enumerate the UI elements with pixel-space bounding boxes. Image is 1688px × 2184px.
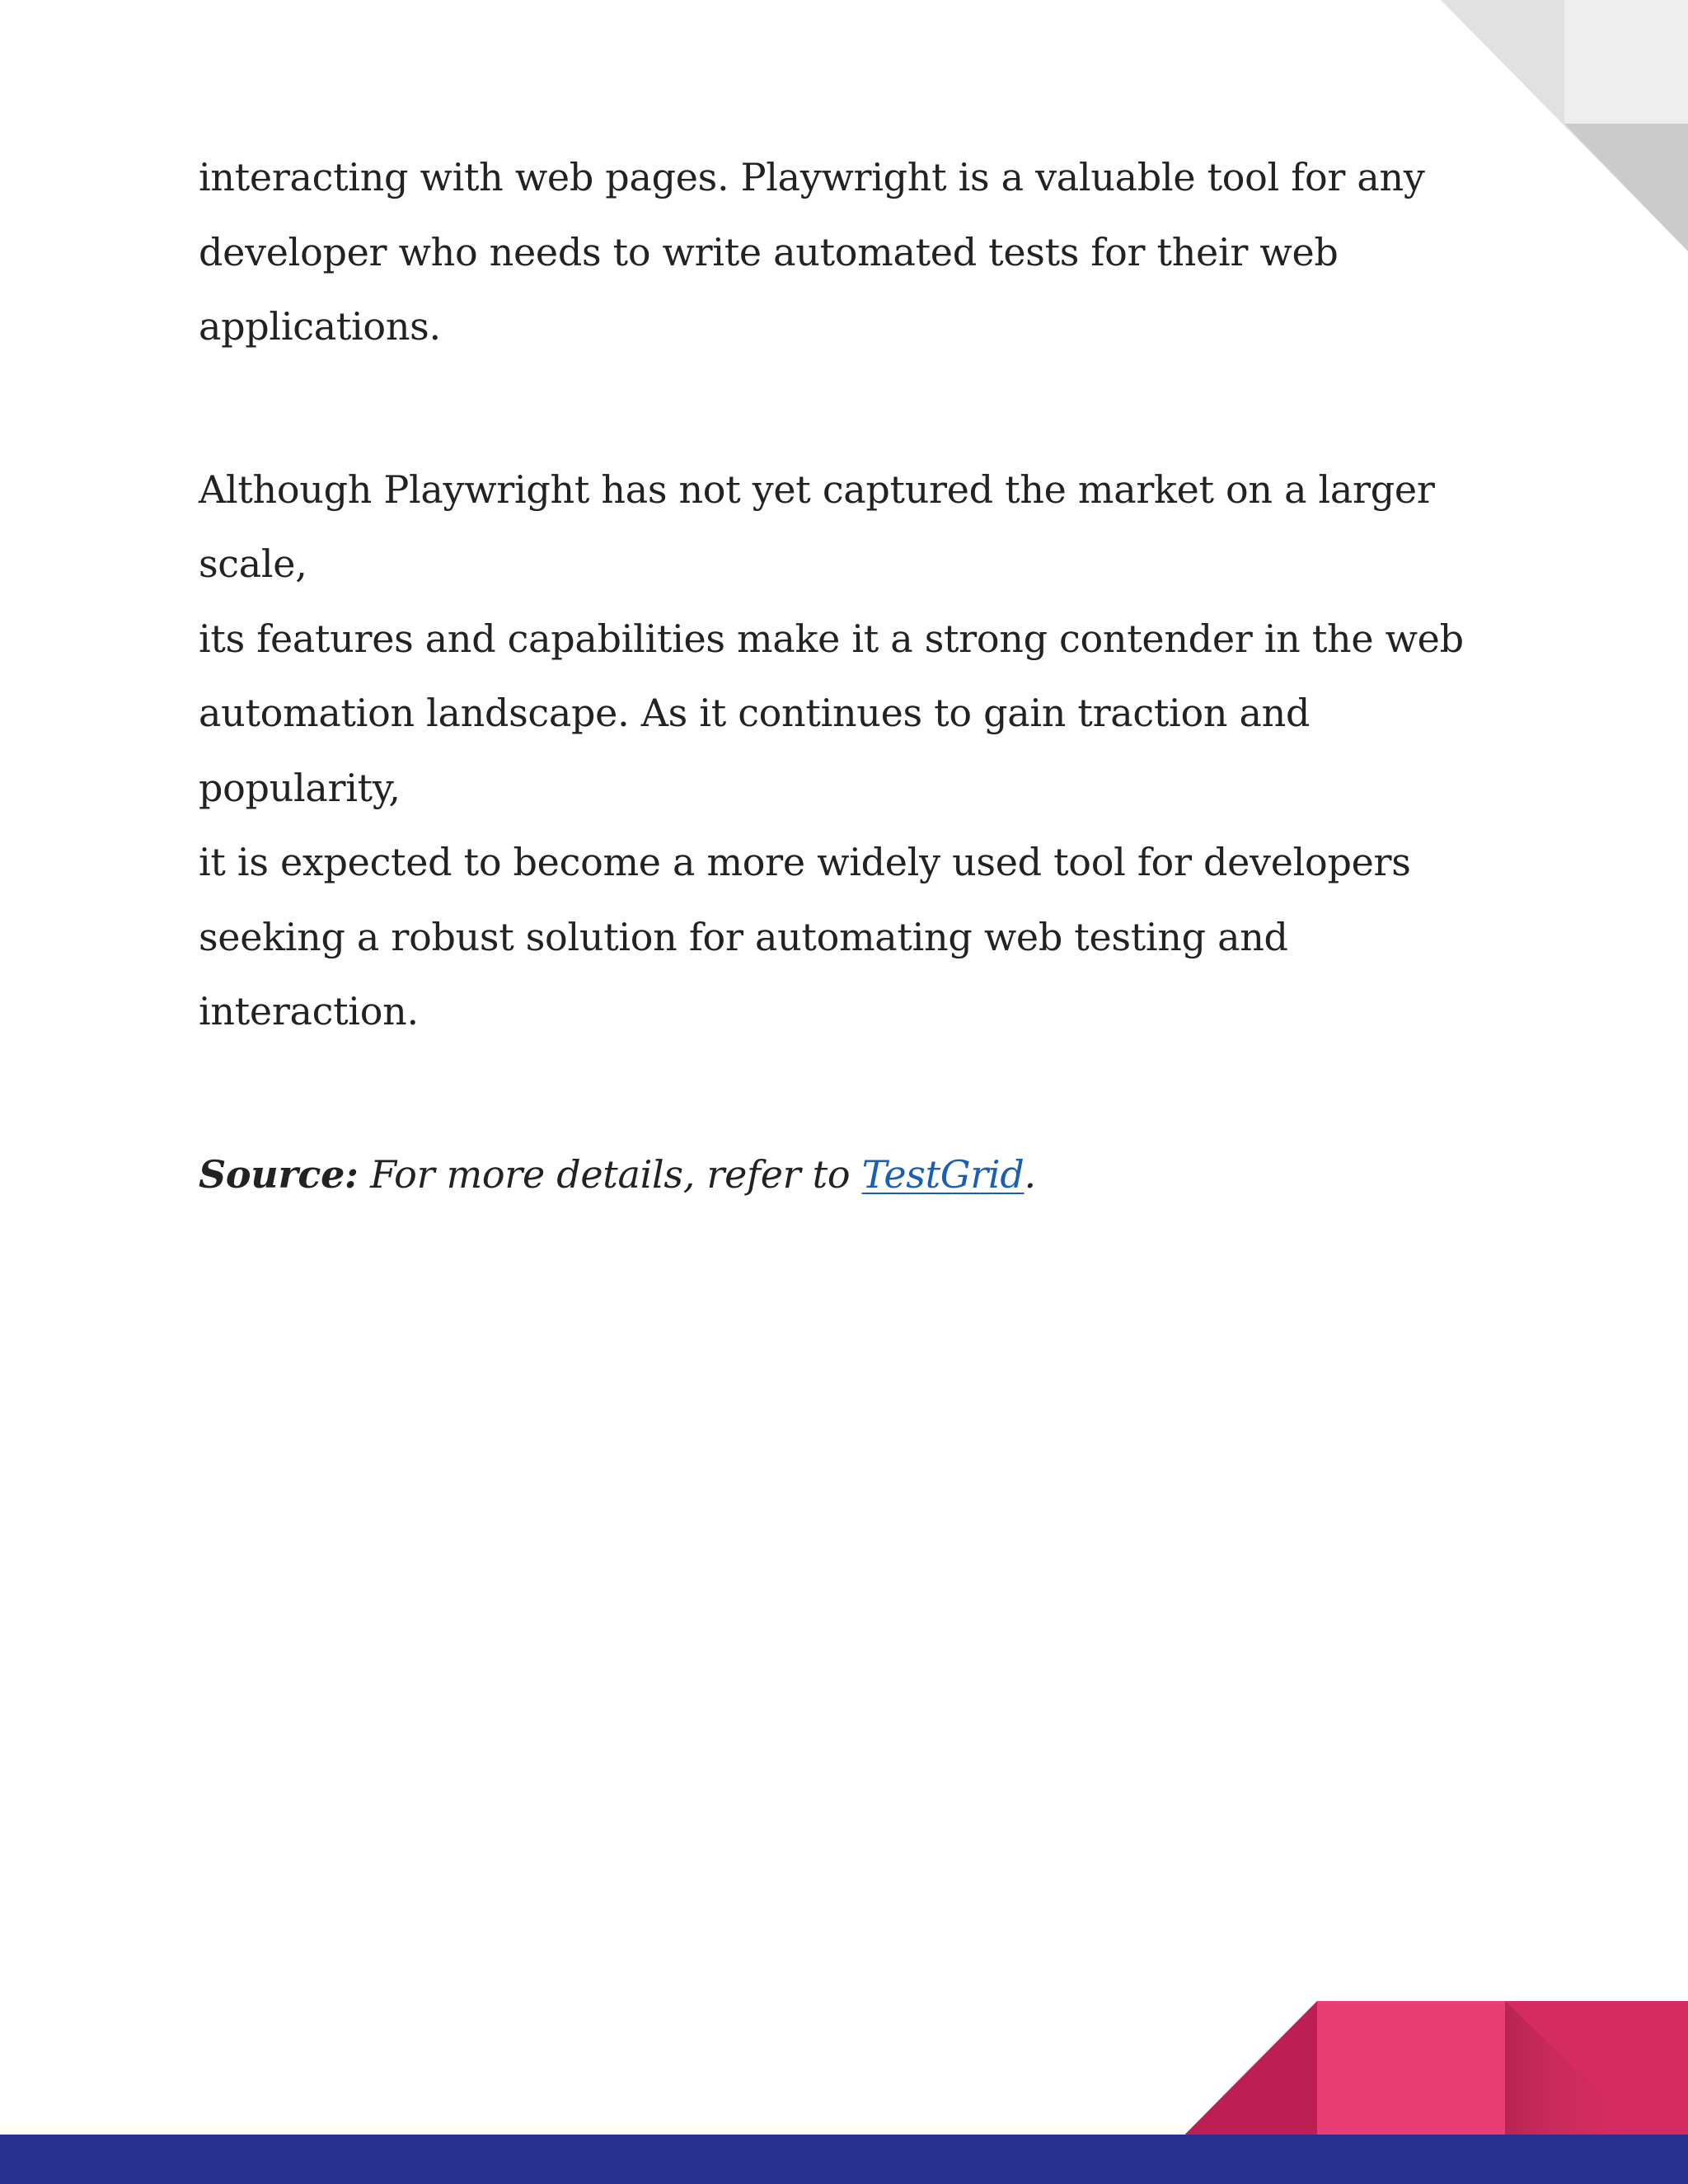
testgrid-link[interactable]: TestGrid — [861, 1151, 1025, 1197]
source-text: For more details, refer to — [358, 1151, 862, 1197]
document-body — [199, 140, 1517, 1212]
source-line — [199, 1137, 1517, 1212]
paragraph-2 — [199, 452, 1517, 1049]
paragraph-2-line-2: its features and capabilities make it a strong contender in the web — [199, 616, 1464, 661]
paragraph-2-line-5: seeking a robust solution for automating web testing and interaction. — [199, 914, 1288, 1033]
source-label: Source: — [199, 1151, 359, 1197]
paragraph-1-line-2: developer who needs to write automated tests for their web — [199, 229, 1339, 274]
footer-bar — [0, 2135, 1688, 2184]
paragraph-1 — [199, 140, 1517, 364]
paragraph-2-line-3: automation landscape. As it continues to gain traction and popularity, — [199, 691, 1311, 810]
paragraph-1-line-1: interacting with web pages. Playwright is a valuable tool for any — [199, 155, 1425, 199]
paragraph-2-line-4: it is expected to become a more widely used tool for developers — [199, 840, 1411, 884]
paragraph-1-line-3: applications. — [199, 304, 441, 349]
source-trailing: . — [1024, 1151, 1036, 1197]
paragraph-2-line-1: Although Playwright has not yet captured the market on a larger scale, — [199, 466, 1435, 586]
